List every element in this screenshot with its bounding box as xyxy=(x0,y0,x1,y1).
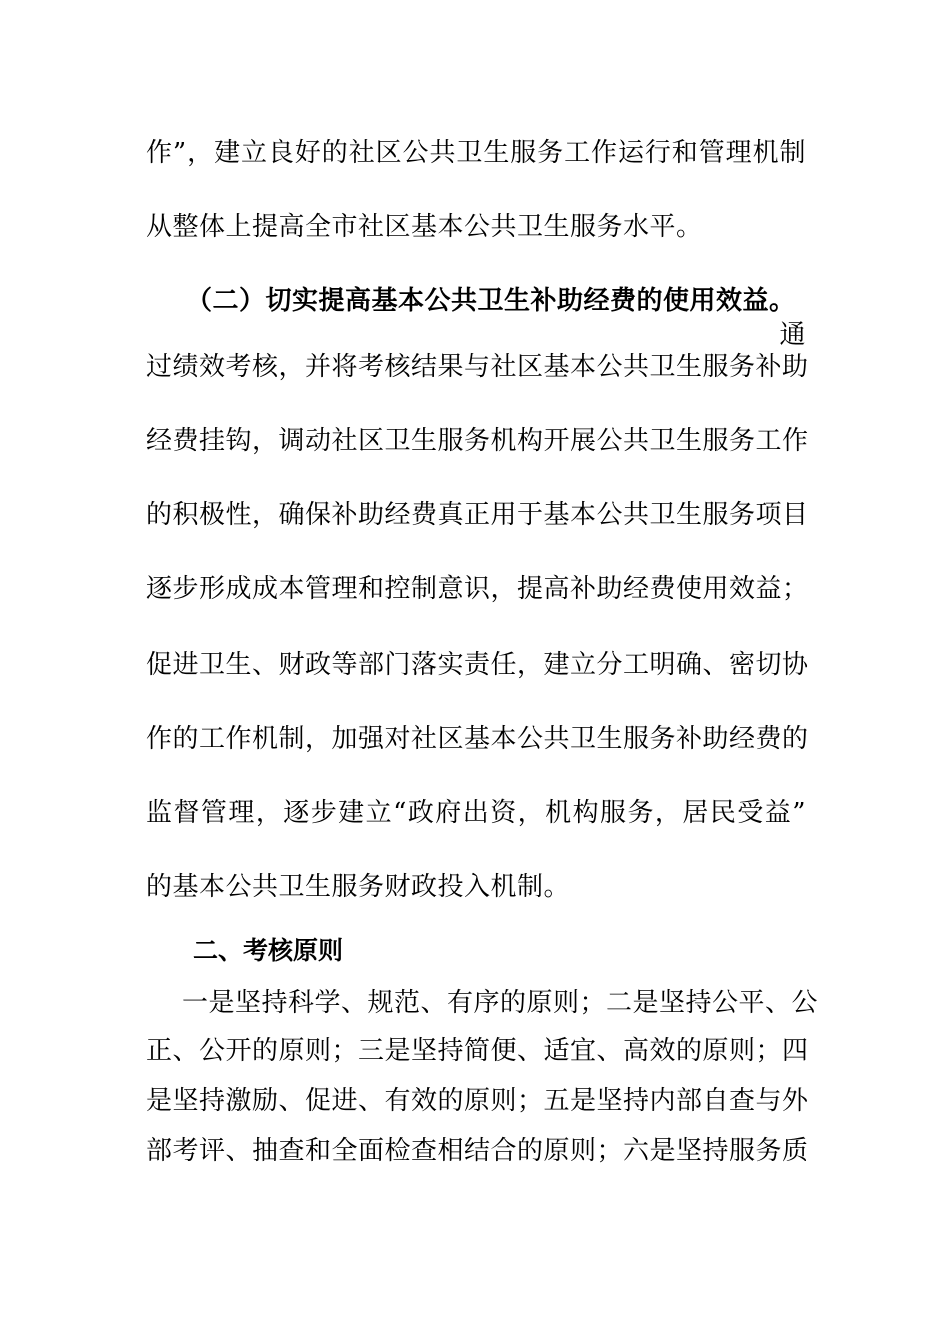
section-subheading: （二）切实提高基本公共卫生补助经费的使用效益。 xyxy=(186,286,796,316)
paragraph-line: 作”，建立良好的社区公共卫生服务工作运行和管理机制 xyxy=(146,138,806,168)
paragraph-line: 经费挂钩，调动社区卫生服务机构开展公共卫生服务工作 xyxy=(146,426,809,456)
paragraph-line: 逐步形成成本管理和控制意识，提高补助经费使用效益； xyxy=(146,574,809,604)
paragraph-line: 的基本公共卫生服务财政投入机制。 xyxy=(146,872,571,902)
paragraph-line: 作的工作机制，加强对社区基本公共卫生服务补助经费的 xyxy=(146,724,809,754)
paragraph-line: 是坚持激励、促进、有效的原则；五是坚持内部自查与外 xyxy=(146,1086,809,1116)
paragraph-line: 部考评、抽查和全面检查相结合的原则；六是坚持服务质 xyxy=(146,1136,809,1166)
paragraph-line: 一是坚持科学、规范、有序的原则；二是坚持公平、公 xyxy=(182,988,819,1018)
lead-continuation: 通 xyxy=(779,320,806,350)
paragraph-line: 正、公开的原则；三是坚持简便、适宜、高效的原则；四 xyxy=(146,1036,809,1066)
paragraph-line: 过绩效考核，并将考核结果与社区基本公共卫生服务补助 xyxy=(146,352,809,382)
section-heading: 二、考核原则 xyxy=(193,936,344,965)
section-lead-line xyxy=(186,284,806,350)
paragraph-line: 从整体上提高全市社区基本公共卫生服务水平。 xyxy=(146,212,703,242)
paragraph-line: 监督管理，逐步建立“政府出资，机构服务，居民受益” xyxy=(146,798,806,828)
paragraph-line: 的积极性，确保补助经费真正用于基本公共卫生服务项目 xyxy=(146,500,809,530)
paragraph-line: 促进卫生、财政等部门落实责任，建立分工明确、密切协 xyxy=(146,650,809,680)
